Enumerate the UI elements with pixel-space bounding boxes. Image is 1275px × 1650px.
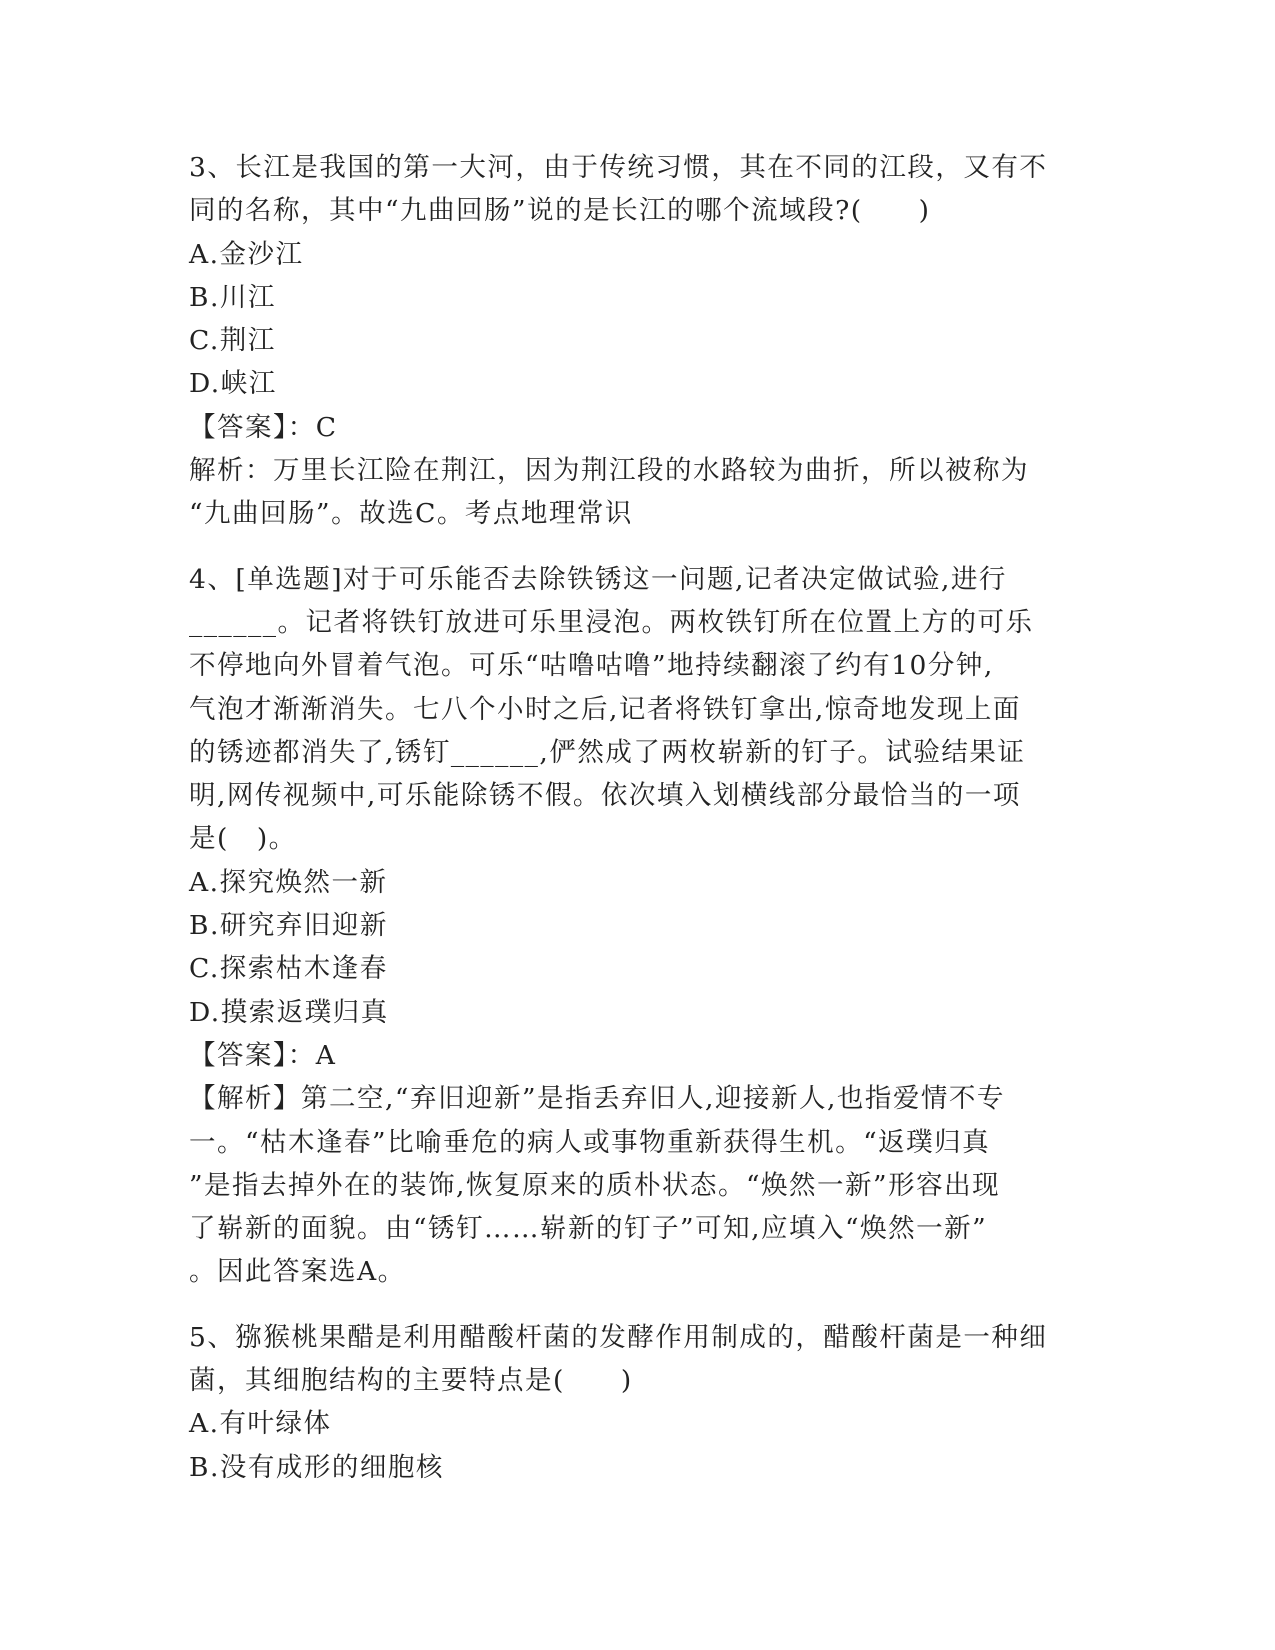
explanation-line: 解析：万里长江险在荆江，因为荆江段的水路较为曲折，所以被称为 <box>189 455 1029 487</box>
option-d: D.峡江 <box>189 368 277 400</box>
option-a: A.有叶绿体 <box>189 1408 332 1440</box>
question-stem-line: 同的名称，其中“九曲回肠”说的是长江的哪个流域段?( ) <box>189 195 931 227</box>
question-stem-line: 5、猕猴桃果醋是利用醋酸杆菌的发酵作用制成的，醋酸杆菌是一种细 <box>189 1321 1048 1353</box>
question-stem-line: 是( )。 <box>189 823 297 855</box>
explanation-line: 一。“枯木逢春”比喻垂危的病人或事物重新获得生机。“返璞归真 <box>189 1126 991 1158</box>
question-4 <box>189 558 1089 1294</box>
question-stem-line: 3、长江是我国的第一大河，由于传统习惯，其在不同的江段，又有不 <box>189 152 1048 183</box>
option-a: A.探究焕然一新 <box>189 866 388 898</box>
question-stem-line: 的锈迹都消失了,锈钉______,俨然成了两枚崭新的钉子。试验结果证 <box>189 736 1026 768</box>
option-c: C.荆江 <box>189 325 276 357</box>
question-stem-line: 明,网传视频中,可乐能除锈不假。依次填入划横线部分最恰当的一项 <box>189 780 1021 812</box>
answer-line: 【答案】：A <box>189 1039 337 1071</box>
option-a: A.金沙江 <box>189 238 304 270</box>
answer-line: 【答案】：C <box>189 411 338 443</box>
option-b: B.没有成形的细胞核 <box>189 1451 444 1483</box>
question-stem-line: 不停地向外冒着气泡。可乐“咕噜咕噜”地持续翻滚了约有10分钟, <box>189 650 994 682</box>
question-5 <box>189 1316 1089 1489</box>
option-b: B.研究弃旧迎新 <box>189 910 388 942</box>
document-content <box>189 146 1089 1489</box>
question-stem-line: 气泡才渐渐消失。七八个小时之后,记者将铁钉拿出,惊奇地发现上面 <box>189 693 1021 725</box>
explanation-line: ”是指去掉外在的装饰,恢复原来的质朴状态。“焕然一新”形容出现 <box>189 1169 1001 1201</box>
explanation-line: 了崭新的面貌。由“锈钉……崭新的钉子”可知,应填入“焕然一新” <box>189 1213 988 1245</box>
question-stem-line: 菌，其细胞结构的主要特点是( ) <box>189 1365 633 1397</box>
explanation-line: 【解析】第二空,“弃旧迎新”是指丢弃旧人,迎接新人,也指爱情不专 <box>189 1083 1005 1115</box>
explanation-line: “九曲回肠”。故选C。考点地理常识 <box>189 498 633 530</box>
question-stem-line: 4、[单选题]对于可乐能否去除铁锈这一问题,记者决定做试验,进行 <box>189 563 1007 595</box>
explanation-line: 。因此答案选A。 <box>189 1256 406 1288</box>
question-3 <box>189 146 1089 536</box>
question-stem-line: ______。记者将铁钉放进可乐里浸泡。两枚铁钉所在位置上方的可乐 <box>189 606 1034 638</box>
option-c: C.探索枯木逢春 <box>189 953 388 985</box>
option-b: B.川江 <box>189 281 276 313</box>
option-d: D.摸索返璞归真 <box>189 996 389 1028</box>
